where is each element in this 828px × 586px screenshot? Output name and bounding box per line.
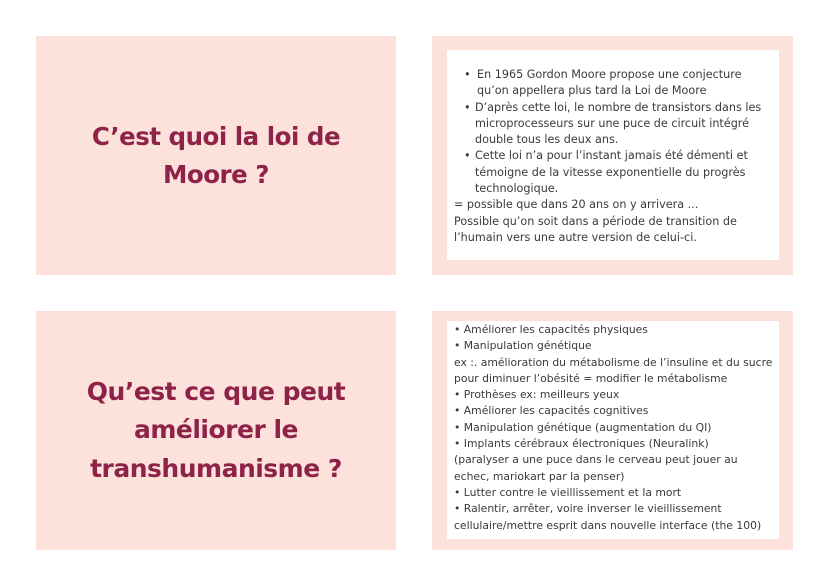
answer-line: Possible qu’on soit dans a période de transition de	[454, 214, 737, 228]
answer-line: pour diminuer l’obésité = modifier le métabolisme	[454, 371, 728, 385]
answer-line: • Améliorer les capacités cognitives	[454, 404, 649, 418]
answer-line: echec, mariokart par la penser)	[454, 469, 625, 483]
answer-line: • Améliorer les capacités physiques	[454, 323, 648, 336]
list-item: • D’après cette loi, le nombre de transistors dans les microprocesseurs sur une puce de circuit intégré double tous les deux ans.	[464, 100, 762, 147]
bullet-icon: •	[464, 100, 471, 114]
question-line: Moore ?	[163, 159, 269, 189]
answer-panel-2	[447, 321, 779, 539]
question-line: Qu’est ce que peut	[86, 376, 346, 406]
answer-line: (paralyser a une puce dans le cerveau peut jouer au	[454, 453, 738, 467]
answer-line: • Ralentir, arrêter, voire inverser le vieillissement	[454, 502, 722, 516]
bullet-icon: •	[464, 68, 471, 81]
question-line: améliorer le	[133, 415, 299, 445]
answer-panel-1	[447, 50, 779, 260]
answer-line: ex :. amélioration du métabolisme de l’insuline et du sucre	[454, 355, 773, 369]
answer-line: • Manipulation génétique	[454, 339, 592, 353]
answer-line: • Manipulation génétique (augmentation du QI)	[454, 420, 712, 434]
question-card-1	[36, 36, 396, 275]
list-item: • En 1965 Gordon Moore propose une conjecture qu’on appellera plus tard la Loi de Moore	[464, 68, 742, 98]
answer-line: l’humain vers une autre version de celui-ci.	[454, 230, 697, 244]
question-title-1	[92, 118, 340, 194]
question-line: transhumanisme ?	[90, 453, 342, 483]
question-card-2	[36, 311, 396, 550]
question-line: C’est quoi la loi de	[91, 121, 341, 151]
answer-line: cellulaire/mettre esprit dans nouvelle interface (the 100)	[454, 518, 762, 532]
answer-card-2	[432, 311, 793, 550]
answer-line: • Implants cérébraux électroniques (Neuralink)	[454, 437, 709, 451]
question-title-2	[87, 373, 345, 489]
list-item: • Cette loi n’a pour l’instant jamais été démenti et témoigne de la vitesse exponentielle du progrès technologique.	[464, 149, 748, 196]
answer-line: • Lutter contre le vieillissement et la mort	[454, 485, 682, 499]
answer-line: = possible que dans 20 ans on y arrivera ...	[454, 198, 699, 212]
bullet-icon: •	[464, 149, 471, 163]
answer-card-1	[432, 36, 793, 275]
answer-line: • Prothèses ex: meilleurs yeux	[454, 388, 620, 402]
